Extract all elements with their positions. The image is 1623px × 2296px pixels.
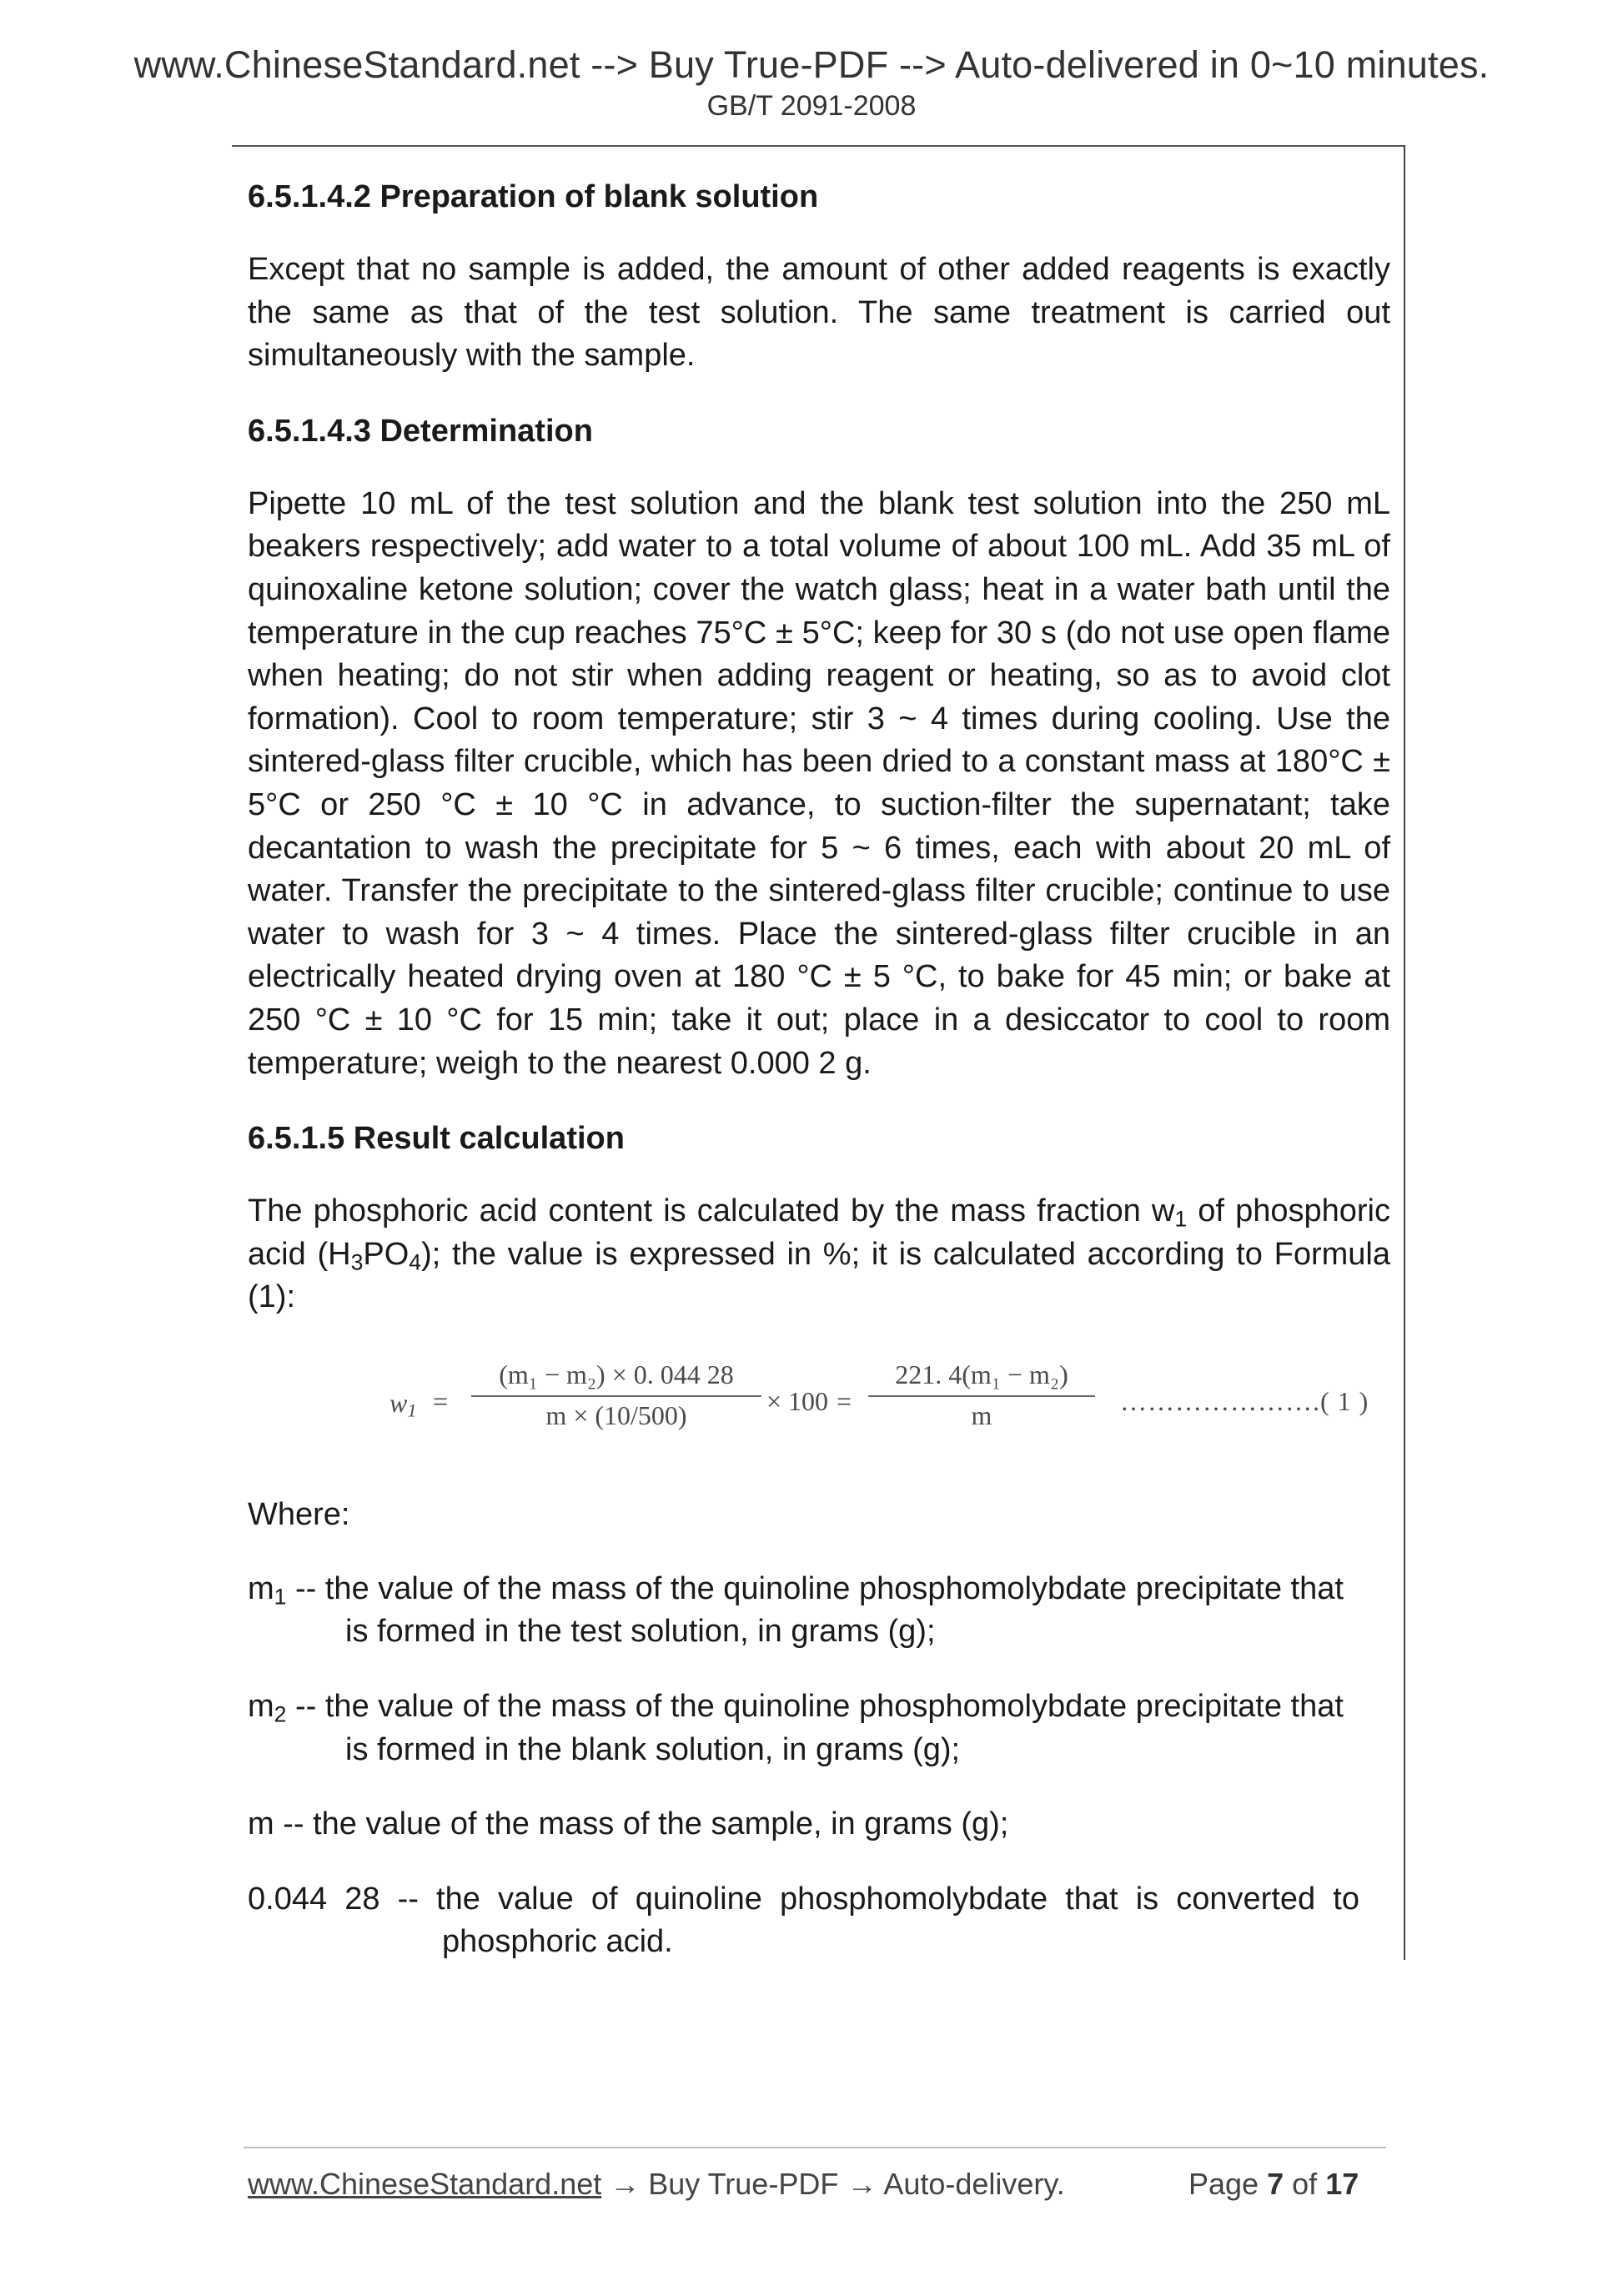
subscript: 4 bbox=[409, 1249, 422, 1275]
page-total: 17 bbox=[1325, 2167, 1359, 2201]
page-indicator bbox=[1188, 2167, 1359, 2202]
where-label: Where: bbox=[248, 1496, 350, 1532]
formula-number: ………………….( 1 ) bbox=[1120, 1385, 1369, 1416]
formula-lhs-symbol: w bbox=[389, 1387, 408, 1418]
definition-m1 bbox=[248, 1568, 1390, 1654]
of-label: of bbox=[1292, 2167, 1318, 2201]
section-heading-result-calculation: 6.5.1.5 Result calculation bbox=[248, 1121, 625, 1157]
fraction-2-denominator: m bbox=[971, 1399, 992, 1430]
page-number: 7 bbox=[1267, 2167, 1284, 2201]
definition-m2 bbox=[248, 1686, 1390, 1771]
paragraph-blank-solution: Except that no sample is added, the amount of other added reagents is exactly the same as that of the test solution. The same treatment is carried out simultaneously with the sample. bbox=[248, 252, 1390, 374]
definition-m2-text: -- the value of the mass of the quinoline phosphomolybdate precipitate that bbox=[286, 1689, 1344, 1725]
right-margin-rule bbox=[1404, 145, 1405, 1960]
definition-conversion-text: 0.044 28 -- the value of quinoline phosphomolybdate that is converted to bbox=[248, 1881, 1359, 1917]
fraction-2-numerator: 221. 4(m₁ − m₂) bbox=[868, 1359, 1095, 1397]
paragraph-result-calculation bbox=[248, 1190, 1390, 1319]
definition-m1-continuation: is formed in the test solution, in grams (g); bbox=[345, 1614, 936, 1650]
definition-m2-continuation: is formed in the blank solution, in grams (g); bbox=[345, 1731, 961, 1767]
standard-code: GB/T 2091-2008 bbox=[706, 90, 917, 122]
definition-conversion-factor bbox=[248, 1878, 1390, 1964]
fraction-1-numerator: (m₁ − m₂) × 0. 044 28 bbox=[471, 1359, 761, 1397]
formula-equals-2: = bbox=[837, 1385, 852, 1416]
formula-times-100: × 100 bbox=[766, 1385, 829, 1416]
formula-1 bbox=[248, 1351, 1390, 1468]
subscript: 1 bbox=[1174, 1206, 1188, 1232]
definition-m1-subscript: 1 bbox=[274, 1584, 287, 1610]
definition-conversion-continuation: phosphoric acid. bbox=[442, 1924, 673, 1960]
page-label: Page bbox=[1188, 2167, 1259, 2201]
text-part: The phosphoric acid content is calculated by the mass fraction w bbox=[248, 1193, 1175, 1229]
header-link-text[interactable]: www.ChineseStandard.net --> Buy True-PDF --> Auto-delivered in 0~10 minutes. bbox=[133, 43, 1490, 86]
definition-m: m -- the value of the mass of the sample, in grams (g); bbox=[248, 1806, 1009, 1842]
definition-m2-symbol: m bbox=[248, 1689, 274, 1725]
text-part: PO bbox=[363, 1236, 410, 1272]
section-heading-blank-solution: 6.5.1.4.2 Preparation of blank solution bbox=[248, 179, 819, 214]
footer-links bbox=[248, 2167, 1065, 2202]
header-rule bbox=[232, 145, 1404, 147]
page-content bbox=[248, 175, 1390, 1996]
definition-m1-symbol: m bbox=[248, 1570, 274, 1606]
formula-fraction-2 bbox=[868, 1359, 1095, 1431]
formula-equals-1: = bbox=[433, 1385, 449, 1416]
footer-site-link[interactable]: www.ChineseStandard.net bbox=[248, 2167, 602, 2201]
formula-lhs-subscript: 1 bbox=[407, 1399, 417, 1421]
subscript: 3 bbox=[350, 1249, 364, 1275]
definition-m1-text: -- the value of the mass of the quinoline phosphomolybdate precipitate that bbox=[286, 1570, 1344, 1606]
formula-lhs bbox=[389, 1388, 417, 1419]
footer-rule bbox=[244, 2147, 1386, 2148]
text-part: ); the value is expressed in %; it is calculated according to Formula (1): bbox=[248, 1236, 1390, 1315]
text-part: of phosphoric acid (H bbox=[248, 1193, 1390, 1272]
definition-m2-subscript: 2 bbox=[274, 1701, 287, 1727]
formula-fraction-1 bbox=[471, 1359, 761, 1431]
fraction-1-denominator: m × (10/500) bbox=[545, 1399, 687, 1430]
footer-text: → Buy True-PDF → Auto-delivery. bbox=[601, 2167, 1065, 2201]
paragraph-determination: Pipette 10 mL of the test solution and the blank test solution into the 250 mL beakers respectively; add water to a total volume of about 100 mL. Add 35 mL of quinoxaline ketone solution; cover the watch glass; heat in a water bath until the temperature in the cup reaches 75°C ± 5°C; keep for 30 s (do not use open flame when heating; do not stir when adding reagent or heating, so as to avoid clot formation). Cool to room temperature; stir 3 ~ 4 times during cooling. Use the sintered-glass filter crucible, which has been dried to a constant mass at 180°C ± 5°C or 250 °C ± 10 °C in advance, to suction-filter the supernatant; take decantation to wash the precipitate for 5 ~ 6 times, each with about 20 mL of water. Transfer the precipitate to the sintered-glass filter crucible; continue to use water to wash for 3 ~ 4 times. Place the sintered-glass filter crucible in an electrically heated drying oven at 180 °C ± 5 °C, to bake for 45 min; or bake at 250 °C ± 10 °C for 15 min; take it out; place in a desiccator to cool to room temperature; weigh to the nearest 0.000 2 g. bbox=[248, 485, 1390, 1081]
section-heading-determination: 6.5.1.4.3 Determination bbox=[248, 413, 593, 449]
